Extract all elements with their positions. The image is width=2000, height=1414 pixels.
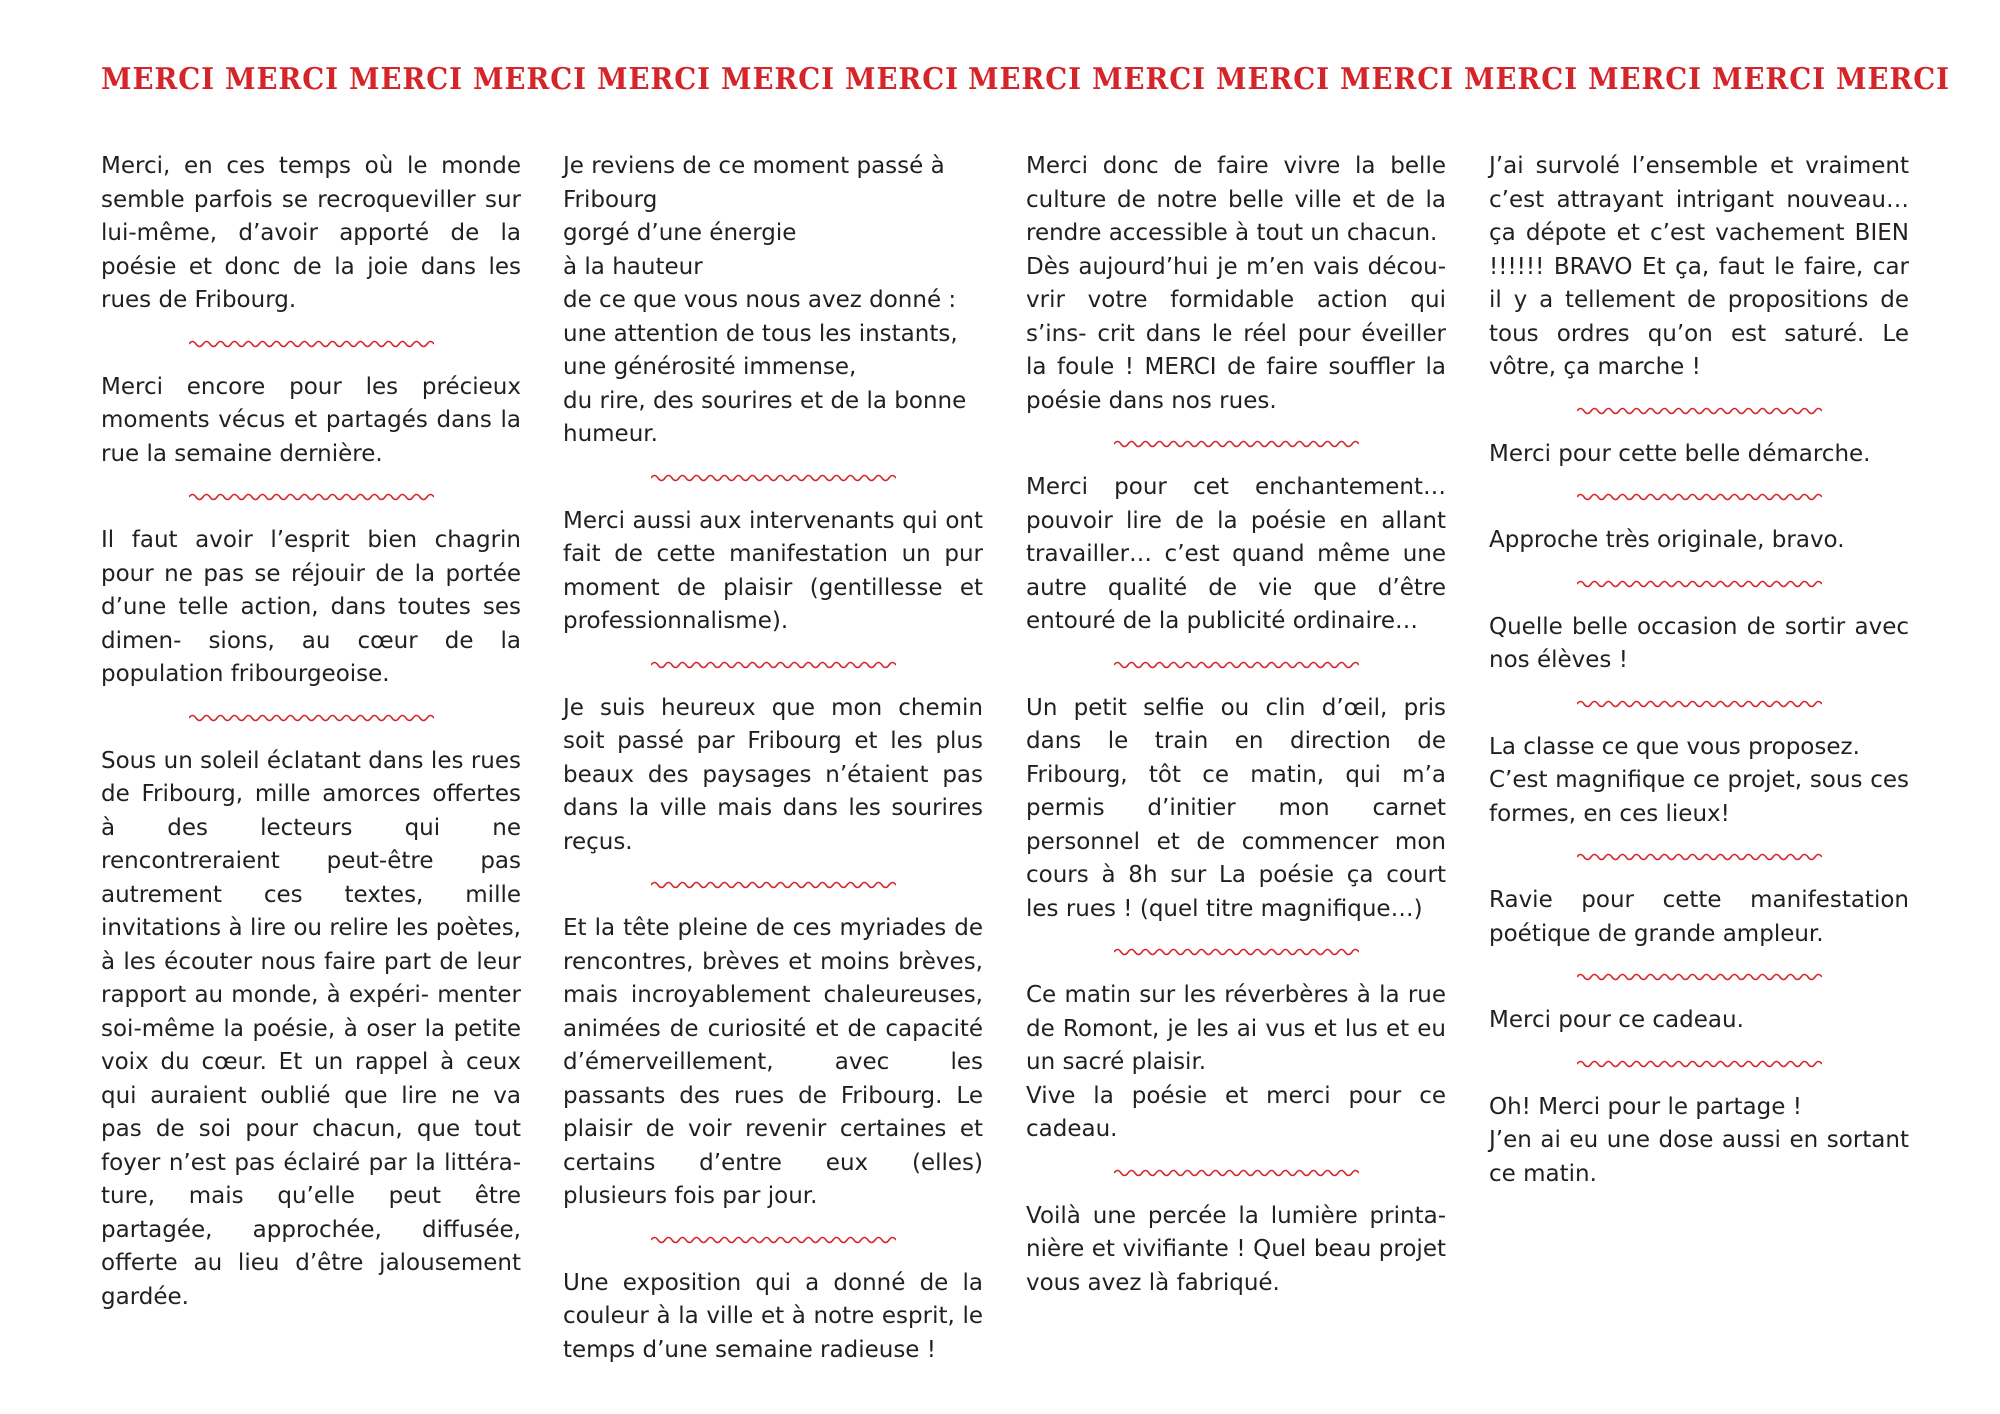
testimonial-paragraph: Une exposition qui a donné de la couleur à la ville et à notre esprit, le temps d’une semaine radieuse ! <box>563 1269 983 1363</box>
wavy-divider <box>1577 489 1822 505</box>
column-4 <box>1489 150 1909 1191</box>
banner-word: MERCI <box>1711 62 1826 97</box>
testimonial-paragraph: Voilà une percée la lumière printa- nière et vivifiante ! Quel beau projet vous avez là fabriqué. <box>1026 1202 1446 1296</box>
banner-word: MERCI <box>1216 62 1331 97</box>
banner-word: MERCI <box>720 62 835 97</box>
wavy-divider <box>651 470 896 486</box>
wavy-divider <box>1114 1165 1359 1181</box>
banner-word: MERCI <box>596 62 711 97</box>
wavy-divider <box>1577 1056 1822 1072</box>
banner-word: MERCI <box>472 62 587 97</box>
wavy-divider <box>1114 657 1359 673</box>
wavy-divider <box>1577 403 1822 419</box>
banner-word: MERCI <box>1588 62 1703 97</box>
wavy-divider <box>1114 436 1359 452</box>
column-3 <box>1026 150 1446 1300</box>
testimonial-paragraph: Merci pour cette belle démarche. <box>1489 440 1871 467</box>
testimonial-paragraph: Merci, en ces temps où le monde semble parfois se recroqueviller sur lui-même, d’avoir apporté de la poésie et donc de la joie dans les rues de Fribourg. <box>101 153 521 313</box>
merci-banner <box>101 62 1950 97</box>
testimonial-paragraph: Quelle belle occasion de sortir avec nos élèves ! <box>1489 613 1909 673</box>
testimonial-paragraph: Il faut avoir l’esprit bien chagrin pour ne pas se réjouir de la portée d’une telle action, dans toutes ses dimen- sions, au cœur de la population fribourgeoise. <box>101 527 521 687</box>
banner-word: MERCI <box>844 62 959 97</box>
wavy-divider <box>1577 576 1822 592</box>
wavy-divider <box>189 710 434 726</box>
wavy-divider <box>1114 944 1359 960</box>
column-2 <box>563 150 983 1367</box>
testimonial-paragraph: Merci encore pour les précieux moments vécus et partagés dans la rue la semaine dernière. <box>101 373 521 467</box>
banner-word: MERCI <box>1835 62 1950 97</box>
wavy-divider <box>1577 696 1822 712</box>
testimonial-paragraph: Merci donc de faire vivre la belle culture de notre belle ville et de la rendre accessible à tout un chacun. Dès aujourd’hui je m’en vais décou- vrir votre formidable action qui s’ins- crit dans le réel pour éveiller la foule ! MERCI de faire souffler la poésie dans nos rues. <box>1026 153 1446 414</box>
wavy-divider <box>189 336 434 352</box>
wavy-divider <box>189 489 434 505</box>
banner-word: MERCI <box>968 62 1083 97</box>
banner-word: MERCI <box>1340 62 1455 97</box>
wavy-divider <box>1577 969 1822 985</box>
testimonial-paragraph: Un petit selfie ou clin d’œil, pris dans le train en direction de Fribourg, tôt ce matin, qui m’a permis d’initier mon carnet personnel et de commencer mon cours à 8h sur La poésie ça court les rues ! (quel titre magnifique…) <box>1026 694 1446 922</box>
wavy-divider <box>651 657 896 673</box>
testimonial-paragraph: Et la tête pleine de ces myriades de rencontres, brèves et moins brèves, mais incroyablement chaleureuses, animées de curiosité et de capacité d’émerveillement, avec les passants des rues de Fribourg. Le plaisir de voir revenir certaines et certains d’entre eux (elles) plusieurs fois par jour. <box>563 915 983 1209</box>
testimonial-paragraph: Merci pour cet enchantement… pouvoir lire de la poésie en allant travailler… c’est quand même une autre qualité de vie que d’être entouré de la publicité ordinaire… <box>1026 474 1446 634</box>
banner-word: MERCI <box>224 62 339 97</box>
wavy-divider <box>651 877 896 893</box>
banner-word: MERCI <box>1464 62 1579 97</box>
testimonial-paragraph: Sous un soleil éclatant dans les rues de Fribourg, mille amorces offertes à des lecteurs qui ne rencontreraient peut-être pas autrement ces textes, mille invitations à lire ou relire les poètes, à les écouter nous faire part de leur rapport au monde, à expéri- menter soi-même la poésie, à oser la petite voix du cœur. Et un rappel à ceux qui auraient oublié que lire ne va pas de soi pour chacun, que tout foyer n’est pas éclairé par la littéra- ture, mais qu’elle peut être partagée, approchée, diffusée, offerte au lieu d’être jalousement gardée. <box>101 747 521 1310</box>
testimonial-paragraph: Merci pour ce cadeau. <box>1489 1007 1744 1033</box>
testimonial-paragraph: Ce matin sur les réverbères à la rue de Romont, je les ai vus et lus et eu un sacré plaisir. Vive la poésie et merci pour ce cadeau. <box>1026 982 1446 1142</box>
banner-word: MERCI <box>101 62 216 97</box>
testimonial-paragraph: J’ai survolé l’ensemble et vraiment c’est attrayant intrigant nouveau… ça dépote et c’est vachement BIEN !!!!!! BRAVO Et ça, faut le faire, car il y a tellement de propositions de tous ordres qu’on est saturé. Le vôtre, ça marche ! <box>1489 153 1909 380</box>
testimonial-paragraph: Je reviens de ce moment passé à Fribourg gorgé d’une énergie à la hauteur de ce que vous nous avez donné : une attention de tous les instants, une générosité immense, du rire, des sourires et de la bonne humeur. <box>563 153 967 447</box>
banner-word: MERCI <box>348 62 463 97</box>
column-1 <box>101 150 521 1314</box>
testimonial-paragraph: Merci aussi aux intervenants qui ont fait de cette manifestation un pur moment de plaisir (gentillesse et professionnalisme). <box>563 507 983 634</box>
wavy-divider <box>1577 849 1822 865</box>
testimonial-paragraph: Je suis heureux que mon chemin soit passé par Fribourg et les plus beaux des paysages n’étaient pas dans la ville mais dans les sourires reçus. <box>563 694 983 855</box>
testimonial-paragraph: Approche très originale, bravo. <box>1489 527 1845 553</box>
wavy-divider <box>651 1232 896 1248</box>
testimonial-paragraph: La classe ce que vous proposez. C’est magnifique ce projet, sous ces formes, en ces lieux! <box>1489 733 1909 827</box>
testimonial-paragraph: Ravie pour cette manifestation poétique de grande ampleur. <box>1489 887 1909 947</box>
testimonial-paragraph: Oh! Merci pour le partage ! J’en ai eu une dose aussi en sortant ce matin. <box>1489 1093 1909 1187</box>
banner-word: MERCI <box>1092 62 1207 97</box>
